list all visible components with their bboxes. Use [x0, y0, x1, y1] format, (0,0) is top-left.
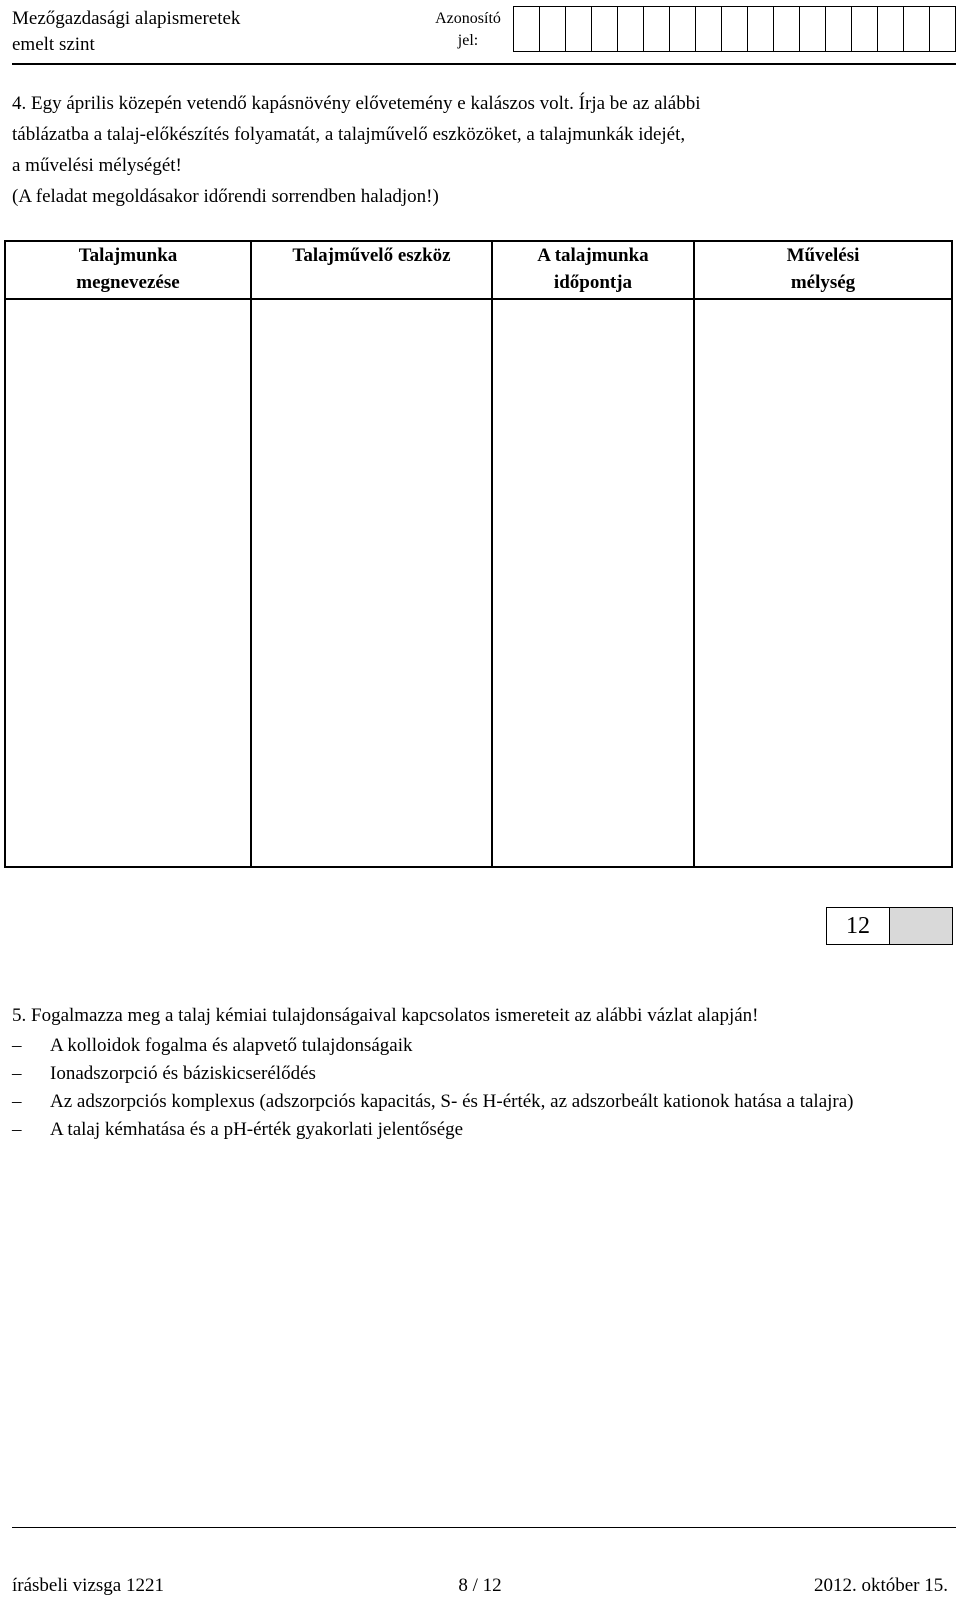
- task4-prompt: 4. Egy április közepén vetendő kapásnövény elővetemény e kalászos volt. Írja be az alábbi táblázatba a talaj-előkészítés folyamatát, a talajművelő eszközöket, a talajmunkák idejét, a művelési mélységét! (A feladat megoldásakor időrendi sorrendben haladjon!): [12, 93, 701, 207]
- header-divider: [12, 63, 956, 65]
- id-box[interactable]: [877, 6, 904, 52]
- id-box[interactable]: [929, 6, 956, 52]
- header-subject-block: [12, 6, 240, 58]
- id-label: Azonosító jel:: [435, 10, 501, 49]
- answer-cell-time[interactable]: [492, 299, 694, 867]
- list-item: – Az adszorpciós komplexus (adszorpciós kapacitás, S- és H-érték, az adszorbeált kationok hatása a talajra): [12, 1091, 854, 1112]
- id-box[interactable]: [799, 6, 826, 52]
- id-box[interactable]: [773, 6, 800, 52]
- score-box: [826, 907, 953, 945]
- task5-outline: [12, 1032, 954, 1144]
- task5-intro: 5. Fogalmazza meg a talaj kémiai tulajdonságaival kapcsolatos ismereteit az alábbi vázlat alapján!: [12, 1005, 759, 1026]
- footer-date: 2012. október 15.: [813, 1575, 948, 1596]
- id-code-boxes[interactable]: [514, 6, 956, 52]
- id-box[interactable]: [851, 6, 878, 52]
- header-level: emelt szint: [12, 34, 95, 55]
- col-header-depth: Művelési mélység: [694, 241, 952, 299]
- id-box[interactable]: [643, 6, 670, 52]
- id-box[interactable]: [513, 6, 540, 52]
- answer-cell-work-name[interactable]: [5, 299, 251, 867]
- col-header-tool: Talajművelő eszköz: [251, 241, 492, 299]
- table-row: [5, 299, 952, 867]
- list-item: – A talaj kémhatása és a pH-érték gyakorlati jelentősége: [12, 1119, 464, 1140]
- col-header-work-name: Talajmunka megnevezése: [5, 241, 251, 299]
- answer-cell-depth[interactable]: [694, 299, 952, 867]
- achieved-points-field[interactable]: [890, 907, 953, 945]
- table-header-row: [5, 241, 952, 299]
- id-box[interactable]: [721, 6, 748, 52]
- id-box[interactable]: [565, 6, 592, 52]
- list-item: – A kolloidok fogalma és alapvető tulajdonságaik: [12, 1035, 413, 1056]
- footer-divider: [12, 1527, 956, 1528]
- col-header-time: A talajmunka időpontja: [492, 241, 694, 299]
- id-box[interactable]: [669, 6, 696, 52]
- id-box[interactable]: [903, 6, 930, 52]
- answer-cell-tool[interactable]: [251, 299, 492, 867]
- header-subject: Mezőgazdasági alapismeretek: [12, 8, 241, 29]
- task5-prompt: [12, 1002, 954, 1144]
- id-box[interactable]: [695, 6, 722, 52]
- list-item: – Ionadszorpció és báziskicserélődés: [12, 1063, 316, 1084]
- id-box[interactable]: [825, 6, 852, 52]
- id-box[interactable]: [747, 6, 774, 52]
- id-box[interactable]: [539, 6, 566, 52]
- footer-page-number: 8 / 12: [458, 1575, 502, 1596]
- answer-table: [4, 240, 953, 868]
- id-box[interactable]: [617, 6, 644, 52]
- max-points: 12: [826, 907, 890, 945]
- id-box[interactable]: [591, 6, 618, 52]
- footer-exam: írásbeli vizsga 1221: [12, 1575, 164, 1596]
